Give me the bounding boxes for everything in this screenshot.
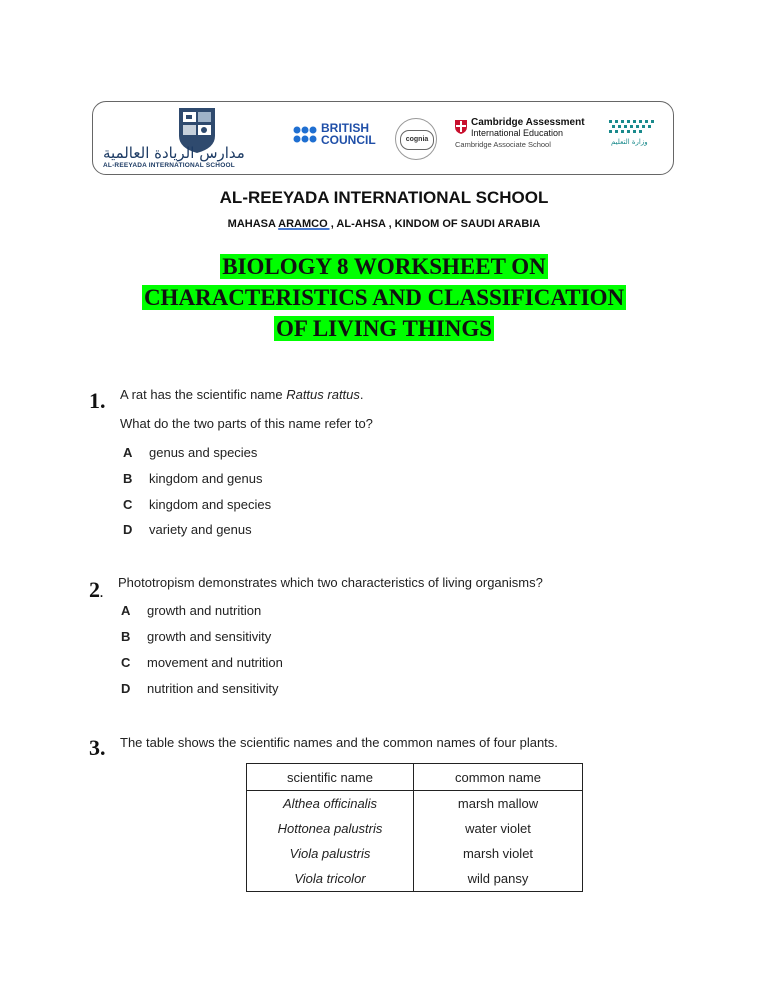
table-cell: Viola tricolor bbox=[247, 866, 414, 892]
cambridge-shield-icon bbox=[455, 120, 467, 134]
question-2-number: 2. bbox=[89, 577, 103, 602]
cambridge-title: Cambridge Assessment bbox=[471, 117, 585, 128]
question-1-option-b[interactable]: B kingdom and genus bbox=[123, 471, 263, 486]
table-row bbox=[247, 866, 583, 892]
question-1-option-c[interactable]: C kingdom and species bbox=[123, 497, 272, 512]
british-council-label: BRITISH COUNCIL bbox=[321, 121, 376, 147]
table-cell: marsh mallow bbox=[457, 796, 539, 811]
question-2-stem: Phototropism demonstrates which two characteristics of living organisms? bbox=[118, 575, 543, 590]
table-header-cell: common name bbox=[414, 764, 583, 791]
table-cell: Hottonea palustris bbox=[247, 816, 414, 841]
school-title: AL-REEYADA INTERNATIONAL SCHOOL bbox=[219, 188, 549, 207]
school-name-small: AL-REEYADA INTERNATIONAL SCHOOL bbox=[103, 162, 235, 169]
cambridge-subtitle: International Education bbox=[471, 128, 564, 138]
worksheet-title-line: OF LIVING THINGS bbox=[276, 316, 492, 341]
question-1-number: 1. bbox=[89, 388, 106, 413]
ministry-label: وزارة التعليم bbox=[611, 138, 648, 146]
address-aramco: ARAMCO , bbox=[278, 218, 334, 230]
table-cell: Althea officinalis bbox=[247, 791, 414, 817]
table-cell: wild pansy bbox=[467, 871, 529, 886]
cognia-seal bbox=[395, 118, 437, 160]
ministry-of-education-logo-icon bbox=[609, 120, 657, 134]
table-header-row bbox=[247, 764, 583, 791]
school-name-arabic: مدارس الريادة العالمية bbox=[103, 144, 245, 162]
school-address: MAHASA ARAMCO , AL-AHSA , KINDOM OF SAUDI ARABIA bbox=[227, 218, 541, 230]
question-1-prompt: What do the two parts of this name refer to? bbox=[120, 416, 373, 431]
question-3-number: 3. bbox=[89, 735, 106, 760]
cognia-label: cognia bbox=[400, 130, 434, 150]
header-banner bbox=[92, 101, 674, 175]
worksheet-title bbox=[0, 251, 768, 344]
table-header-cell: scientific name bbox=[247, 764, 414, 791]
question-3-stem: The table shows the scientific names and the common names of four plants. bbox=[120, 735, 558, 750]
table-cell: Viola palustris bbox=[247, 841, 414, 866]
table-cell: water violet bbox=[465, 821, 531, 836]
table-row bbox=[247, 841, 583, 866]
plant-names-table bbox=[246, 763, 583, 892]
worksheet-title-line: BIOLOGY 8 WORKSHEET ON bbox=[222, 254, 546, 279]
question-2-option-a[interactable]: A growth and nutrition bbox=[121, 603, 262, 618]
question-2-option-c[interactable]: C movement and nutrition bbox=[121, 655, 283, 670]
table-cell: marsh violet bbox=[462, 846, 534, 861]
question-1-stem: A rat has the scientific name Rattus rattus. bbox=[120, 387, 364, 402]
cambridge-associate: Cambridge Associate School bbox=[455, 140, 551, 149]
question-2-option-d[interactable]: D nutrition and sensitivity bbox=[121, 681, 279, 696]
question-2-option-b[interactable]: B growth and sensitivity bbox=[121, 629, 272, 644]
question-1-option-d[interactable]: D variety and genus bbox=[123, 522, 252, 537]
table-row bbox=[247, 816, 583, 841]
question-1-option-a[interactable]: A genus and species bbox=[123, 445, 258, 460]
worksheet-title-line: CHARACTERISTICS AND CLASSIFICATION bbox=[143, 285, 625, 310]
british-council-logo-icon bbox=[293, 125, 319, 145]
table-row bbox=[247, 791, 583, 817]
